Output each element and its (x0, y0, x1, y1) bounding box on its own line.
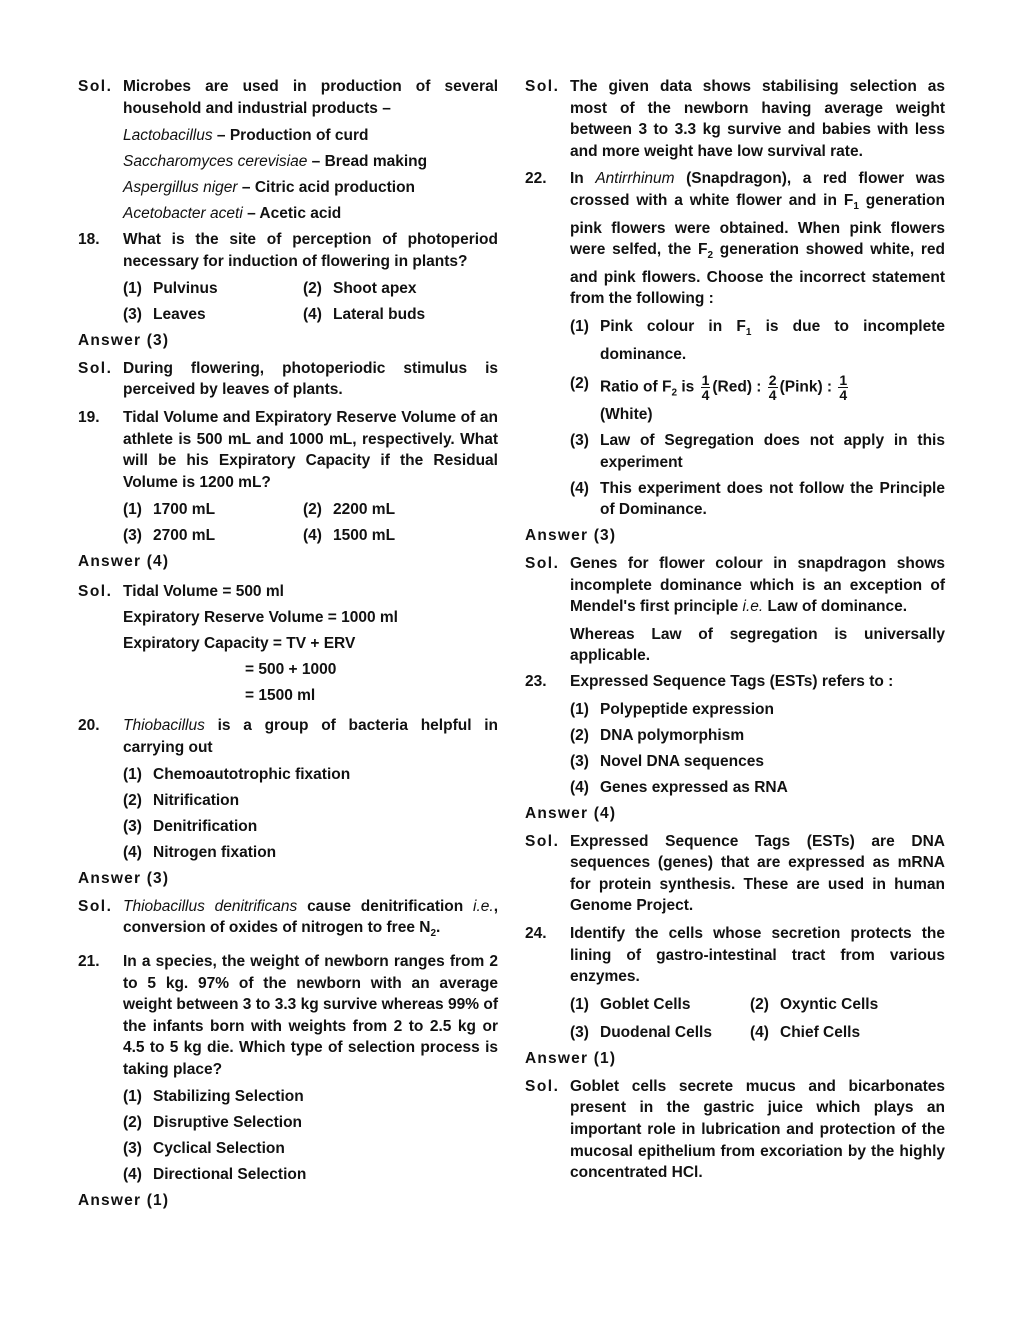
answer: Answer (1) (78, 1192, 170, 1210)
question-text: Thiobacillus is a group of bacteria helpful in carrying out (123, 717, 498, 756)
left-column (78, 76, 498, 1218)
option: (2) Shoot apex (303, 280, 417, 298)
options (78, 278, 498, 326)
question-number: 23. (525, 673, 547, 691)
option: (4) Nitrogen fixation (123, 844, 277, 862)
option: (1) Goblet Cells (570, 995, 691, 1013)
sol-text: Goblet cells secrete mucus and bicarbonates present in the gastric juice which plays an important role in lubrication and protection of the mucosal epithelium from excoriation by the highly concentrated HCl. (570, 1077, 945, 1182)
question-number: 18. (78, 231, 100, 249)
question-number: 24. (525, 924, 547, 942)
option: (1) Stabilizing Selection (123, 1088, 304, 1106)
answer: Answer (4) (78, 553, 170, 571)
solution-21 (525, 76, 945, 162)
option: (1) Polypeptide expression (570, 701, 774, 718)
sol-text: Genes for flower colour in snapdragon shows incomplete dominance which is an exception of Mendel's first principle i.e. Law of dominance. (570, 555, 945, 616)
option: (4) Genes expressed as RNA (570, 778, 788, 796)
option: (3) Law of Segregation does not apply in this experiment (570, 432, 945, 471)
solution-19 (78, 579, 498, 605)
answer: Answer (4) (525, 804, 617, 822)
answer: Answer (3) (78, 870, 170, 888)
microbe-item: Lactobacillus – Production of curd (123, 127, 369, 145)
option: (1) 1700 mL (123, 501, 216, 519)
question-23 (525, 671, 945, 693)
options (78, 499, 498, 547)
sol-label: Sol. (525, 1077, 560, 1095)
sol-label: Sol. (78, 897, 113, 915)
solution-18 (78, 358, 498, 401)
question-number: 21. (78, 952, 100, 970)
question-text: What is the site of perception of photoperiod necessary for induction of flowering in plants? (123, 231, 498, 270)
question-18 (78, 229, 498, 272)
solution-24 (525, 1076, 945, 1184)
option: (3) Denitrification (123, 818, 258, 836)
question-22 (525, 168, 945, 310)
option: (2) Nitrification (123, 792, 240, 810)
option: (2) Ratio of $F_2$ is $\frac{1}{4}$ (Red) : $\frac{2}{4}$ (Pink) : $\frac{1}{4}$ (White) (570, 372, 848, 424)
sol-line: Expiratory Capacity = TV + ERV (123, 635, 356, 652)
option: (4) Directional Selection (123, 1166, 307, 1184)
sol-equation: = 500 + 1000 (245, 661, 337, 678)
option: (2) 2200 mL (303, 501, 396, 519)
option: (1) Pink colour in $F_1$ is due to incomplete dominance. (570, 317, 945, 363)
sol-text: Expressed Sequence Tags (ESTs) are DNA sequences (genes) that are expressed as mRNA for protein synthesis. These are used in human Genome Project. (570, 832, 945, 915)
question-number: 20. (78, 717, 100, 734)
sol-label: Sol. (78, 583, 113, 600)
option: (1) Chemoautotrophic fixation (123, 766, 351, 784)
option: (4) This experiment does not follow the Principle of Dominance. (570, 479, 945, 519)
sol-label: Sol. (525, 78, 560, 95)
sol-label: Sol. (78, 78, 113, 95)
sol-text: Thiobacillus denitrificans cause denitrification i.e., conversion of oxides of nitrogen to free $N_2$. (123, 897, 498, 940)
sol-text: Whereas Law of segregation is universally applicable. (570, 625, 945, 665)
sol-text: The given data shows stabilising selection as most of the newborn having average weight between 3 to 3.3 kg survive and babies with less and more weight have low survival rate. (570, 78, 945, 160)
question-19 (78, 407, 498, 493)
solution-23 (525, 831, 945, 917)
question-20 (78, 715, 498, 758)
question-number: 22. (525, 170, 547, 188)
sol-label: Sol. (525, 832, 560, 850)
sol-text: Microbes are used in production of several household and industrial products – (123, 78, 498, 117)
microbe-item: Acetobacter aceti – Acetic acid (123, 205, 342, 223)
option: (3) 2700 mL (123, 527, 216, 545)
option: (2) Disruptive Selection (123, 1114, 303, 1132)
option: (3) Novel DNA sequences (570, 752, 764, 770)
option: (3) Leaves (123, 306, 206, 324)
question-number: 19. (78, 409, 100, 427)
answer: Answer (3) (525, 527, 617, 545)
sol-line: Expiratory Reserve Volume = 1000 ml (123, 609, 398, 626)
option: (4) Chief Cells (750, 1024, 861, 1042)
option: (3) Duodenal Cells (570, 1024, 712, 1042)
microbe-item: Aspergillus niger – Citric acid production (123, 179, 416, 197)
question-21 (78, 951, 498, 1081)
question-text: In a species, the weight of newborn ranges from 2 to 5 kg. 97% of the newborn with an average weight between 3 to 3.3 kg survive whereas 99% of the infants born with weights from 2 to 2.5 kg or 4.5 to 5 kg die. Which type of selection process is taking place? (123, 952, 498, 1078)
question-text: Expressed Sequence Tags (ESTs) refers to : (570, 673, 894, 691)
sol-label: Sol. (525, 555, 560, 573)
option: (4) Lateral buds (303, 306, 426, 324)
question-24 (525, 923, 945, 988)
question-text: Tidal Volume and Expiratory Reserve Volume of an athlete is 500 mL and 1000 mL, respectively. What will be his Expiratory Capacity if the Residual Volume is 1200 mL? (123, 409, 498, 491)
answer: Answer (3) (78, 332, 170, 350)
option: (1) Pulvinus (123, 280, 218, 298)
fraction: $\frac{1}{4}$ (839, 372, 848, 404)
sol-text: During flowering, photoperiodic stimulus is perceived by leaves of plants. (123, 359, 498, 399)
option: (4) 1500 mL (303, 527, 396, 545)
option: (2) Oxyntic Cells (750, 995, 879, 1013)
sol-label: Sol. (78, 359, 113, 377)
answer: Answer (1) (525, 1050, 617, 1068)
microbe-item: Saccharomyces cerevisiae – Bread making (123, 153, 428, 171)
solution-17 (78, 76, 498, 119)
right-column (525, 76, 945, 1190)
option: (2) DNA polymorphism (570, 726, 745, 744)
options (525, 994, 945, 1044)
fraction: $\frac{2}{4}$ (768, 372, 777, 404)
solution-22 (525, 553, 945, 618)
question-text: In Antirrhinum (Snapdragon), a red flower was crossed with a white flower and in $F_1$ generation pink flowers were obtained. When pink flowers were selfed, the $F_2$ generation showed white, red and pink flowers. Choose the incorrect statement from the following : (570, 170, 946, 308)
sol-line: Tidal Volume = 500 ml (123, 583, 284, 600)
solution-20 (78, 896, 498, 945)
fraction: $\frac{1}{4}$ (701, 372, 710, 404)
sol-equation: = 1500 ml (245, 687, 316, 704)
question-text: Identify the cells whose secretion protects the lining of gastro-intestinal tract from various enzymes. (570, 924, 945, 986)
option: (3) Cyclical Selection (123, 1140, 285, 1158)
